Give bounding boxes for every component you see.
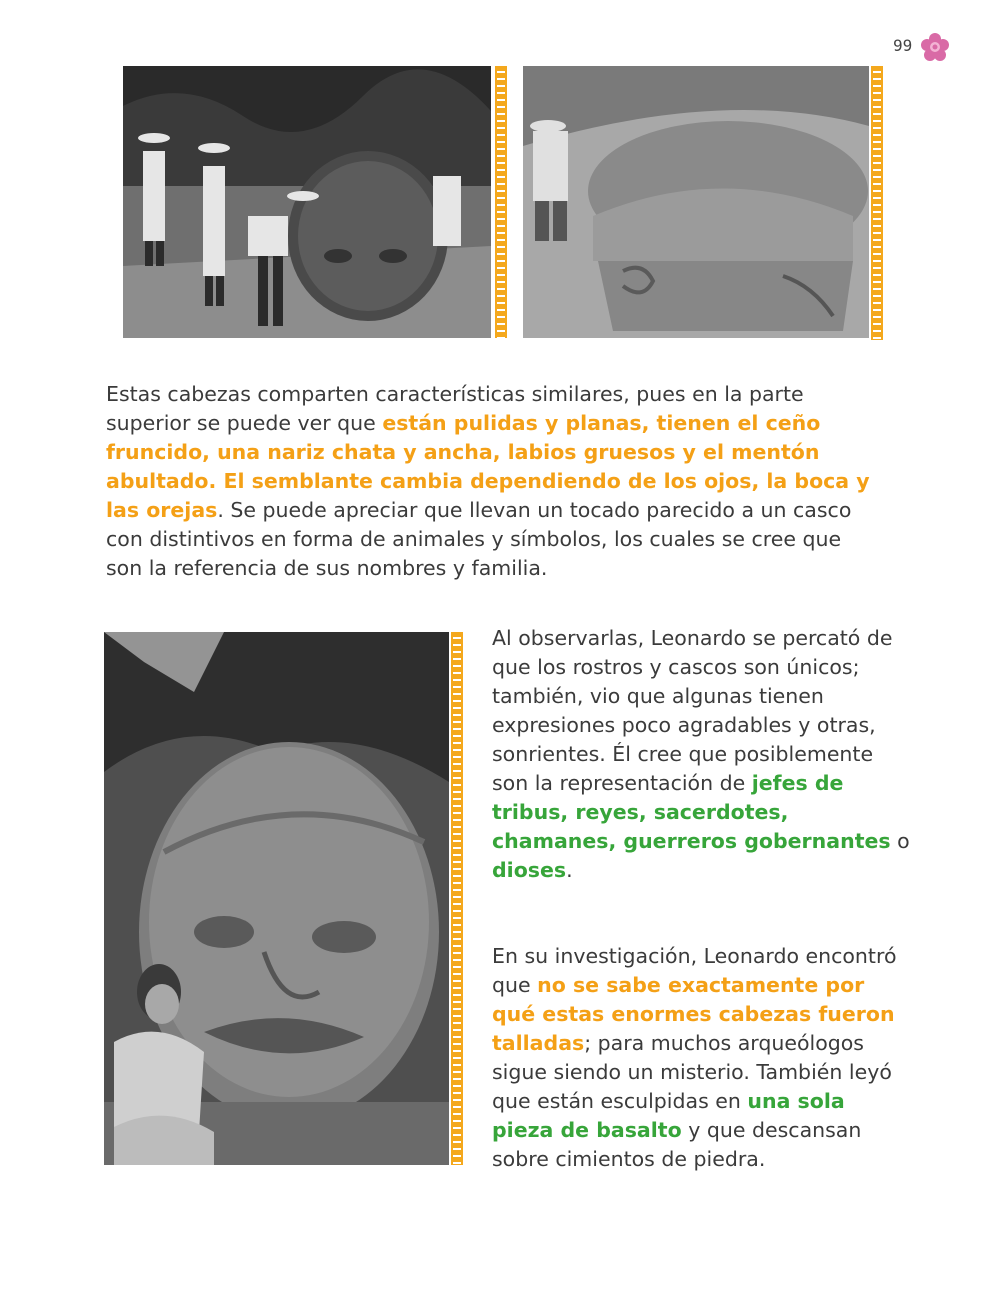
paragraph-investigation (492, 942, 912, 1174)
highlight-text: no se sabe exactamente por qué estas enormes cabezas fueron talladas (492, 973, 895, 1055)
highlight-text: están pulidas y planas, tienen el ceño fruncido, una nariz chata y ancha, labios gruesos y el mentón abultado. El semblante cambia dependiendo de los ojos, la boca y las orejas (106, 411, 870, 522)
decorative-border (495, 66, 507, 338)
body-text: ; para muchos arqueólogos sigue siendo un misterio. También leyó que están esculpidas en (492, 1031, 892, 1113)
decorative-border (871, 66, 883, 340)
body-text: Al observarlas, Leonardo se percató de que los rostros y cascos son únicos; también, vio que algunas tienen expresiones poco agradables y otras, sonrientes. Él cree que posiblemente son la representación de (492, 626, 893, 795)
body-text: En su investigación, Leonardo encontró que (492, 944, 897, 997)
page-number: 99 (893, 36, 913, 55)
highlight-text: una sola pieza de basalto (492, 1089, 845, 1142)
flower-icon (919, 31, 951, 63)
photo-colossal-head (104, 632, 449, 1165)
decorative-border (451, 632, 463, 1165)
body-text: y que descansan sobre cimientos de piedra. (492, 1118, 862, 1171)
paragraph-observations (492, 624, 912, 885)
highlight-text: jefes de tribus, reyes, sacerdotes, chamanes, guerreros gobernantes (492, 771, 891, 853)
photo-excavation (123, 66, 491, 338)
body-text: . Se puede apreciar que llevan un tocado parecido a un casco con distintivos en forma de animales y símbolos, los cuales se cree que son la referencia de sus nombres y familia. (106, 498, 852, 580)
photo-helmet-head (523, 66, 869, 338)
body-text: o (890, 829, 910, 853)
body-text: . (566, 858, 573, 882)
paragraph-features (106, 380, 876, 583)
highlight-text: dioses (492, 858, 567, 882)
body-text: Estas cabezas comparten características similares, pues en la parte superior se puede ver que (106, 382, 804, 435)
